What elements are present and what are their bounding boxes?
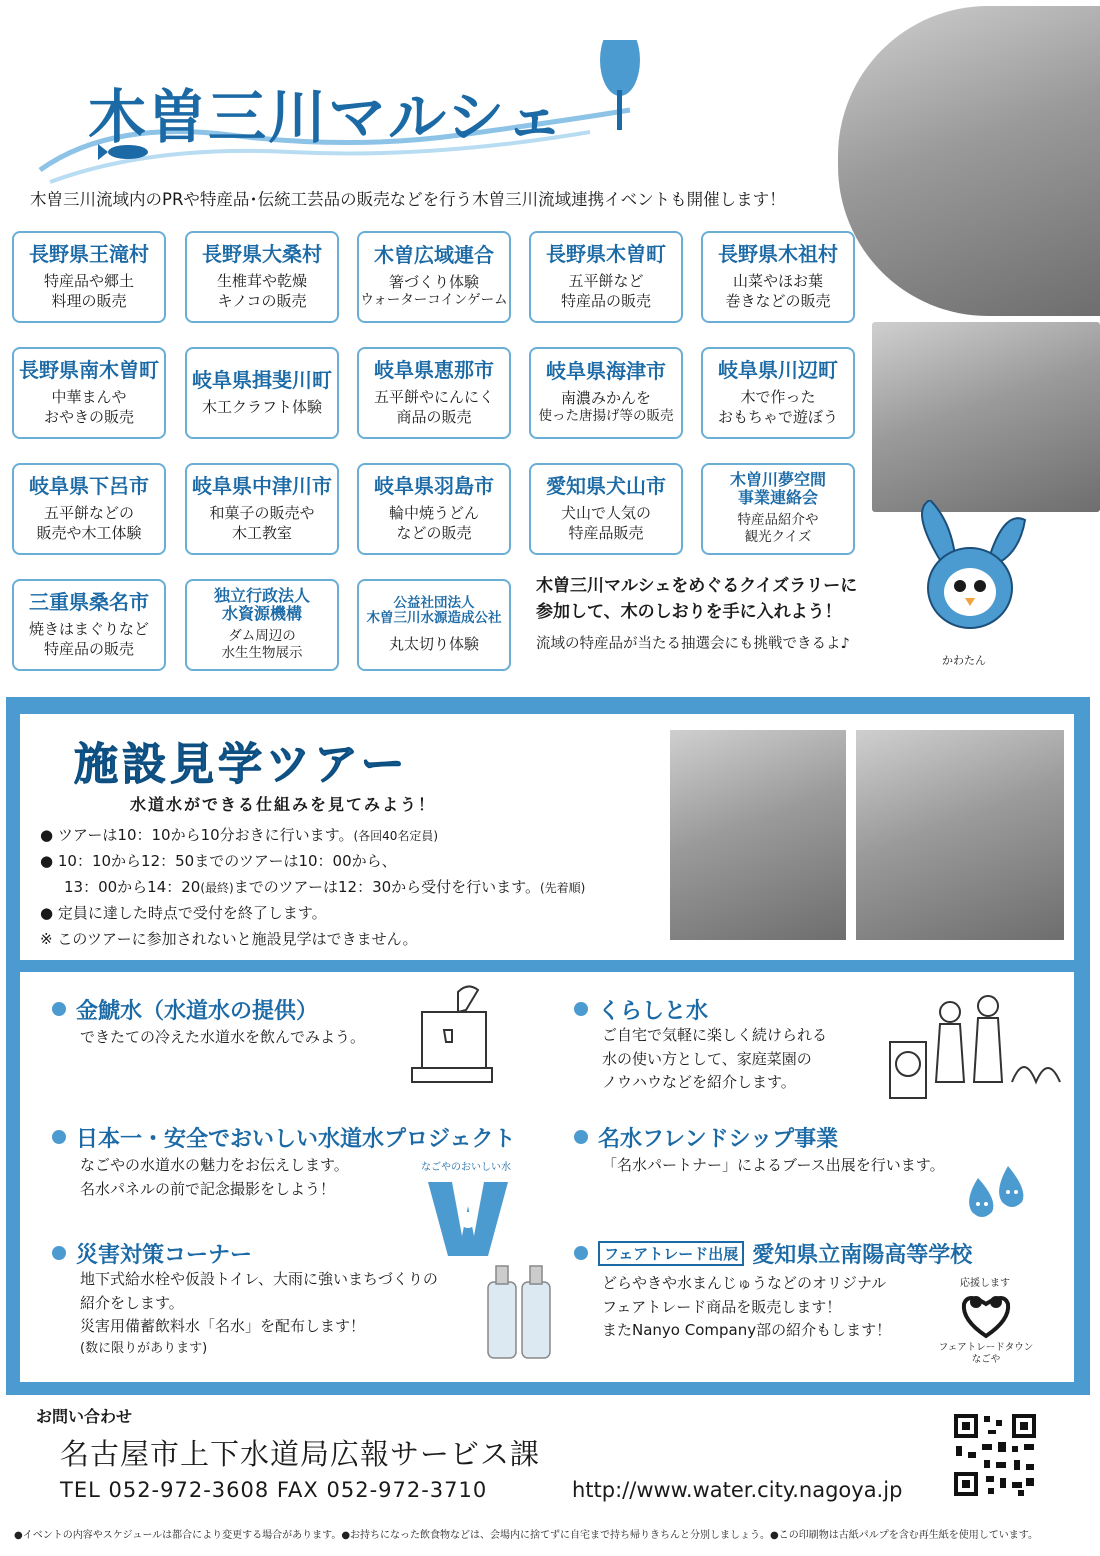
feature-text: ご自宅で気軽に楽しく続けられる [602,1026,828,1044]
vendor-desc: 南濃みかんを [560,388,651,407]
vendor-box [357,231,511,323]
feature-body-meisui [602,1154,945,1178]
vendor-desc: 和菓子の販売や [209,504,315,522]
vendor-desc: 焼きはまぐりなど [28,620,149,638]
tour-rule-text: 13：00から14：20 [64,878,201,896]
bullet-dot-icon [52,1002,66,1016]
tour-rule-note: (最終) [200,881,234,895]
feature-text: 地下式給水栓や仮設トイレ、大雨に強いまちづくりの [80,1270,438,1288]
feature-title-text: 日本一・安全でおいしい水道水プロジェクト [76,1127,516,1152]
vendor-box [185,579,339,671]
vendor-desc: 使った唐揚げ等の販売 [538,408,674,425]
vendor-desc: おやきの販売 [43,407,134,426]
vendor-desc: などの販売 [396,523,472,542]
vendor-name: 岐阜県揖斐川町 [192,367,332,392]
vendor-box [12,579,166,671]
tour-subtitle: 水道水ができる仕組みを見てみよう！ [130,795,437,814]
vendor-desc: 木で作った [740,388,816,406]
quiz-rally-subtext: 流域の特産品が当たる抽選会にも挑戦できるよ♪ [536,636,850,652]
vendor-box [529,231,683,323]
feature-body-nihonichi [80,1154,349,1201]
vendor-desc: 犬山で人気の [560,504,651,522]
vendor-name: 木曽広域連合 [374,242,494,267]
vendor-name: 岐阜県羽島市 [374,474,494,498]
feature-text: 災害用備蓄飲料水「名水」を配布します！ [80,1317,366,1336]
vendor-name: 岐阜県恵那市 [374,358,494,382]
tour-rule-text: ● ツアーは10：10から10分おきに行います。 [40,826,354,844]
feature-title-text: くらしと水 [598,999,709,1024]
water-drops-icon [958,1160,1028,1222]
vendor-name-line2: 木曽三川水源造成公社 [366,610,502,627]
vendor-desc: 特産品の販売 [560,291,651,310]
vendor-box [185,463,339,555]
feature-body-nanyo [602,1272,891,1343]
vendor-box [12,231,166,323]
contact-heading: お問い合わせ [36,1407,133,1426]
feature-title-kurashi [574,994,708,1025]
vendor-desc: 山菜やほお葉 [732,272,823,290]
tour-rule-2-cont [64,876,585,897]
quiz-line-2: 参加して、木のしおりを手に入れよう！ [536,602,842,623]
vendor-desc: 丸太切り体験 [388,634,479,653]
vendor-name: 木曽川夢空間 [729,470,826,490]
vendor-desc: 中華まんや [51,388,127,406]
fairtrade-town-logo-icon [958,1290,1014,1340]
contact-department: 名古屋市上下水道局広報サービス課 [60,1437,541,1471]
vendor-name: 長野県木祖村 [718,242,838,266]
vendor-name: 岐阜県中津川市 [192,474,332,498]
feature-text: 「名水パートナー」によるブース出展を行います。 [602,1156,945,1174]
tour-rule-note: (各回40名定員) [353,829,439,843]
feature-title-meisui [574,1122,838,1153]
fairtrade-logo-text: フェアトレードタウン [938,1342,1034,1353]
gardening-family-illustration [884,992,1064,1104]
kawatan-label: かわたん [942,654,986,667]
vendor-desc: 特産品販売 [568,523,644,542]
water-plant-photo [670,730,846,940]
vendor-box [12,463,166,555]
feature-title-text: 名水フレンドシップ事業 [598,1127,839,1152]
vendor-box [357,579,511,671]
feature-body-saigai [80,1268,438,1360]
vendor-desc: 特産品紹介や [737,511,819,528]
vendor-box [185,347,339,439]
vendor-box [529,347,683,439]
vendor-box [357,347,511,439]
vendor-desc: 輪中焼うどん [388,504,479,522]
nagoya-water-logo-label: なごやのおいしい水 [421,1162,511,1173]
vendor-desc: 特産品や郷土 [43,272,134,290]
marche-intro: 木曽三川流域内のPRや特産品･伝統工芸品の販売などを行う木曽三川流域連携イベントも開催します！ [30,190,786,209]
vendor-desc: 木工クラフト体験 [201,397,322,416]
vendor-name-line2: 事業連絡会 [737,488,818,508]
vendor-desc: ウォーターコインゲーム [360,292,508,309]
tour-rule-note: (先着順) [539,881,586,895]
vendor-desc: 五平餅などの [43,504,134,522]
vendor-name: 長野県南木曽町 [19,358,159,382]
vendor-desc: 水生生物展示 [221,645,303,662]
nagoya-water-logo-icon [422,1176,514,1260]
feature-title-nanyo [574,1238,972,1269]
vendor-desc: 商品の販売 [396,407,472,426]
vendor-desc: 五平餅など [568,272,644,290]
feature-body-kinshachi [80,1026,365,1050]
vendor-box [12,347,166,439]
vendor-name: 公益社団法人 [393,594,475,611]
tour-rule-note-4: ※ このツアーに参加されないと施設見学はできません。 [40,930,418,948]
quiz-line-1: 木曽三川マルシェをめぐるクイズラリーに [536,576,858,596]
feature-body-kurashi [602,1024,827,1095]
feature-text: 水の使い方として、家庭菜園の [602,1049,812,1068]
feature-text: 名水パネルの前で記念撮影をしよう！ [80,1179,336,1198]
vendor-name-line2: 水資源機構 [221,604,302,624]
vendor-name: 独立行政法人 [213,586,310,606]
feature-title-kinshachi [52,994,318,1025]
vendor-desc: 巻きなどの販売 [725,291,831,310]
feature-text: フェアトレード商品を販売します！ [602,1297,842,1316]
feature-text: なごやの水道水の魅力をお伝えします。 [80,1156,349,1174]
vendor-desc: 観光クイズ [744,529,812,546]
vendor-desc: 箸づくり体験 [388,272,479,291]
marche-crowd-photo [838,6,1100,316]
feature-text: どらやきや水まんじゅうなどのオリジナル [602,1274,887,1292]
vendor-name: 岐阜県下呂市 [29,474,149,498]
vendor-desc: 木工教室 [231,523,292,542]
fairtrade-logo-top-label: 応援します [960,1278,1010,1289]
vendor-name: 岐阜県川辺町 [718,358,838,382]
vendor-box [701,347,855,439]
feature-text: 紹介をします。 [80,1293,184,1312]
quiz-rally-heading [536,573,857,626]
vendor-name: 三重県桑名市 [29,590,149,614]
feature-note: (数に限りがあります) [80,1341,208,1357]
bullet-dot-icon [52,1130,66,1144]
bullet-dot-icon [574,1002,588,1016]
contact-phone-fax: TEL 052-972-3608 FAX 052-972-3710 [60,1478,488,1502]
contact-website-link[interactable]: http://www.water.city.nagoya.jp [572,1478,903,1502]
fairtrade-badge: フェアトレード出展 [598,1241,744,1266]
vendor-name: 長野県木曽町 [546,242,666,266]
vendor-desc: 販売や木工体験 [36,523,142,542]
woodcraft-kids-photo [872,322,1100,512]
tour-title: 施設見学ツアー [74,739,409,790]
tour-rule-2: ● 10：10から12：50までのツアーは10：00から、 [40,852,397,870]
vendor-desc: 五平餅やにんにく [373,388,494,406]
feature-title-text: 災害対策コーナー [76,1243,253,1268]
tour-rule-1 [40,824,438,845]
vendor-name: 長野県王滝村 [29,242,149,266]
vendor-name: 長野県大桑村 [202,242,322,266]
feature-title-nihonichi [52,1122,516,1153]
bullet-dot-icon [574,1246,588,1260]
fairtrade-logo-text: なごや [971,1354,1001,1366]
vendor-box [701,231,855,323]
vendor-desc: キノコの販売 [217,291,307,310]
feature-title-saigai [52,1238,252,1269]
water-fountain-icon [408,982,504,1092]
vendor-desc: 特産品の販売 [43,639,134,658]
feature-text: ノウハウなどを紹介します。 [602,1073,796,1092]
fairtrade-logo-bottom-label [926,1342,1046,1367]
tour-rule-3: ● 定員に達した時点で受付を終了します。 [40,904,327,922]
vendor-name: 愛知県犬山市 [546,474,666,498]
feature-text: またNanyo Company部の紹介もします！ [602,1321,892,1340]
vendor-box [701,463,855,555]
vendor-desc: ダム周辺の [228,627,296,644]
tour-rule-text: までのツアーは12：30から受付を行います。 [233,878,540,896]
vendor-box [357,463,511,555]
vendor-name: 岐阜県海津市 [546,358,666,383]
vendor-box [185,231,339,323]
footnote: ●イベントの内容やスケジュールは都合により変更する場合があります。●お持ちになった飲食物などは、会場内に捨てずに自宅まで持ち帰りきちんと分別しましょう。●この印刷物は古紙パルプを含む再生紙を使用しています。 [14,1530,1038,1541]
qr-code-icon[interactable] [952,1412,1038,1498]
bullet-dot-icon [52,1246,66,1260]
feature-title-text: 金鯱水（水道水の提供） [76,999,319,1024]
feature-title-text: 愛知県立南陽高等学校 [752,1243,973,1268]
vendor-desc: 料理の販売 [51,291,127,310]
water-plant-view-photo [856,730,1064,940]
meisui-bottles-icon [484,1262,556,1362]
feature-text: できたての冷えた水道水を飲んでみよう。 [80,1028,366,1046]
vendor-desc: おもちゃで遊ぼう [717,407,838,426]
marche-title: 木曽三川マルシェ [88,83,566,151]
vendor-box [529,463,683,555]
bullet-dot-icon [574,1130,588,1144]
kawatan-mascot-icon [910,500,1030,640]
vendor-desc: 生椎茸や乾燥 [216,272,307,290]
